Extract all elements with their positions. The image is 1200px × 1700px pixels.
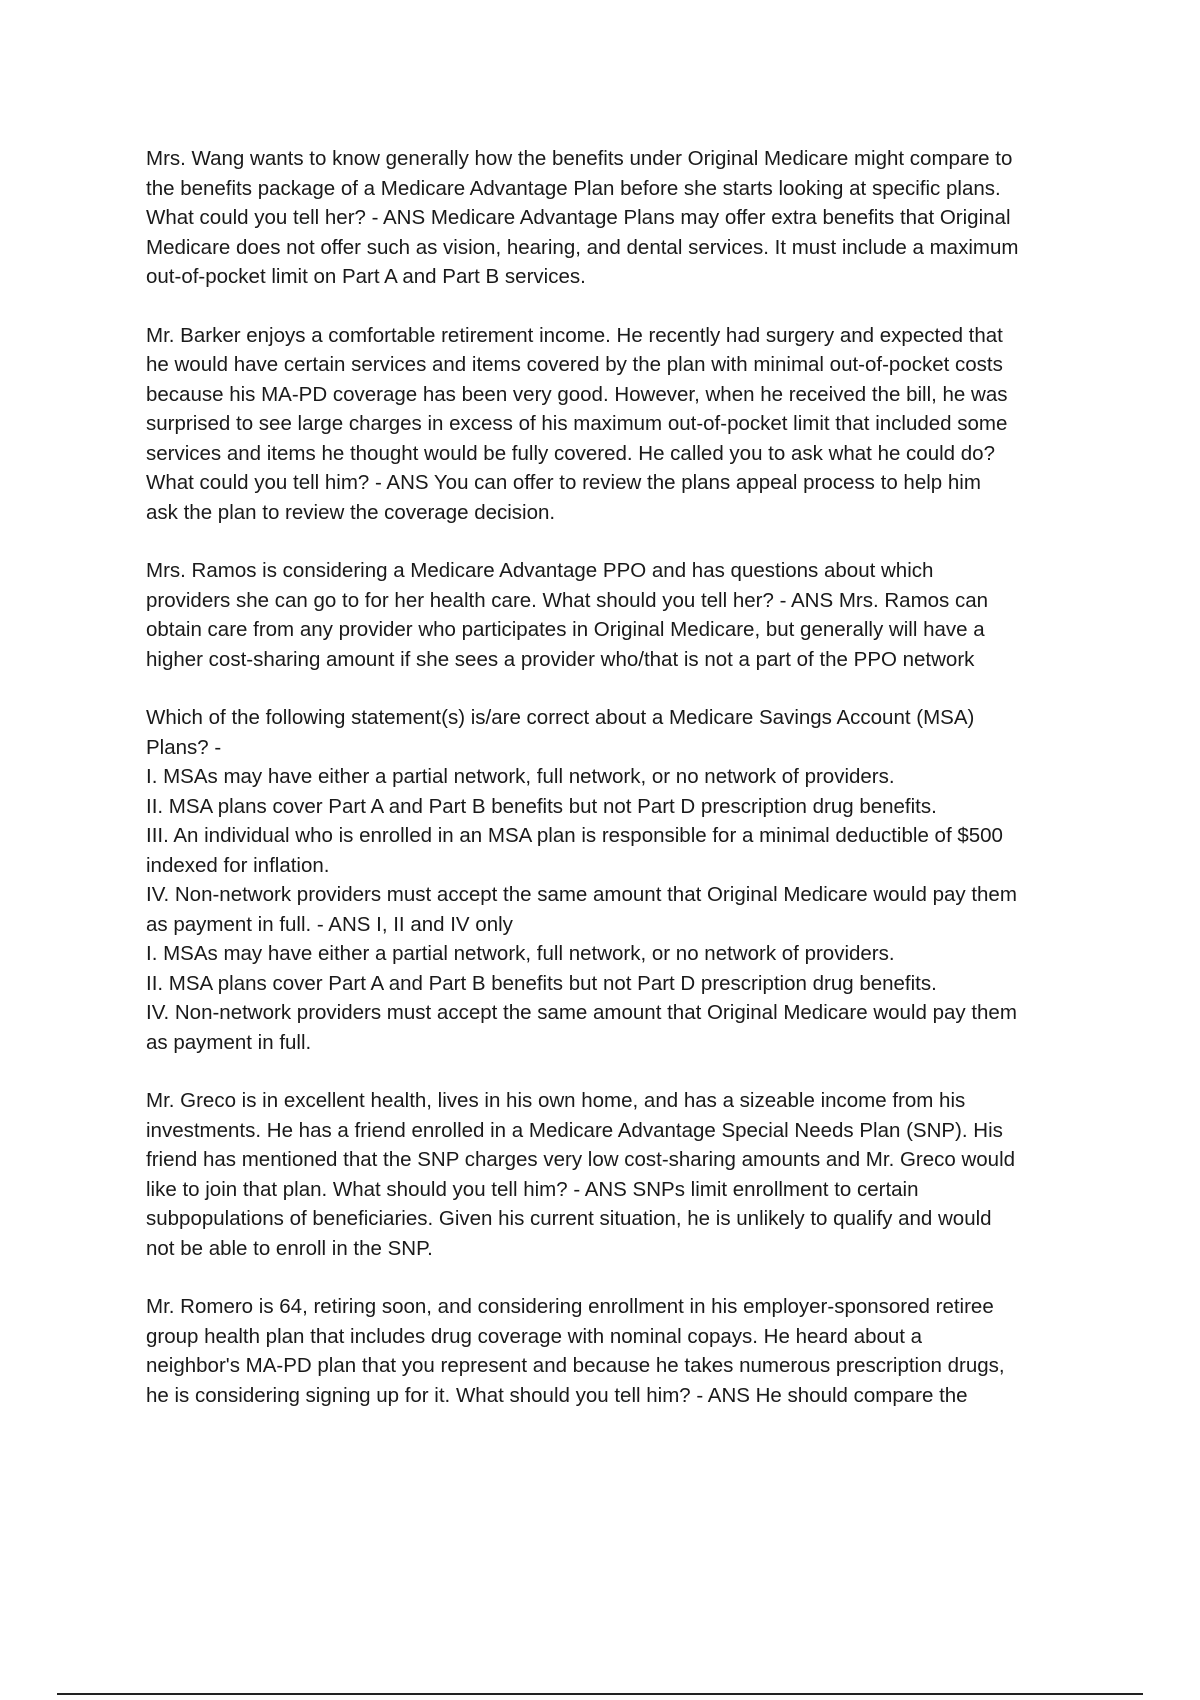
text-line: surprised to see large charges in excess of his maximum out-of-pocket limit that included some <box>146 412 1008 435</box>
text-line: because his MA-PD coverage has been very good. However, when he received the bill, he was <box>146 382 1008 406</box>
text-line: he would have certain services and items covered by the plan with minimal out-of-pocket costs <box>146 353 1003 376</box>
text-line: obtain care from any provider who participates in Original Medicare, but generally will have a <box>146 618 985 641</box>
text-line: IV. Non-network providers must accept the same amount that Original Medicare would pay them <box>146 1001 1017 1024</box>
text-line: out-of-pocket limit on Part A and Part B services. <box>146 265 586 288</box>
text-line: Medicare does not offer such as vision, hearing, and dental services. It must include a maximum <box>146 235 1019 259</box>
qa-block-ramos <box>146 556 1096 674</box>
text-line: not be able to enroll in the SNP. <box>146 1236 433 1260</box>
text-line: neighbor's MA-PD plan that you represent and because he takes numerous prescription drugs, <box>146 1354 1005 1377</box>
text-line: indexed for inflation. <box>146 853 330 877</box>
qa-block-wang <box>146 144 1096 292</box>
text-line: Mr. Barker enjoys a comfortable retirement income. He recently had surgery and expected that <box>146 323 1003 347</box>
text-line: II. MSA plans cover Part A and Part B benefits but not Part D prescription drug benefits. <box>146 971 937 995</box>
text-line: What could you tell him? - ANS You can offer to review the plans appeal process to help him <box>146 471 981 494</box>
text-line: as payment in full. - ANS I, II and IV only <box>146 912 513 936</box>
text-line: Mrs. Wang wants to know generally how the benefits under Original Medicare might compare to <box>146 147 1013 170</box>
qa-block-greco <box>146 1086 1096 1263</box>
page-bottom-divider <box>57 1693 1143 1695</box>
text-line: Mr. Romero is 64, retiring soon, and considering enrollment in his employer-sponsored retiree <box>146 1295 994 1318</box>
text-line: I. MSAs may have either a partial network, full network, or no network of providers. <box>146 942 895 965</box>
text-line: ask the plan to review the coverage decision. <box>146 500 556 524</box>
text-line: group health plan that includes drug coverage with nominal copays. He heard about a <box>146 1324 923 1348</box>
text-line: Which of the following statement(s) is/are correct about a Medicare Savings Account (MSA) <box>146 706 975 729</box>
text-line: investments. He has a friend enrolled in a Medicare Advantage Special Needs Plan (SNP). His <box>146 1118 1003 1142</box>
text-line: Mr. Greco is in excellent health, lives in his own home, and has a sizeable income from his <box>146 1089 966 1112</box>
text-line: as payment in full. <box>146 1030 312 1054</box>
text-line: Plans? - <box>146 735 222 759</box>
qa-block-msa <box>146 703 1096 1057</box>
text-line: services and items he thought would be fully covered. He called you to ask what he could do? <box>146 441 995 465</box>
text-line: like to join that plan. What should you tell him? - ANS SNPs limit enrollment to certain <box>146 1177 919 1201</box>
text-line: the benefits package of a Medicare Advantage Plan before she starts looking at specific plans. <box>146 176 1001 200</box>
text-line: friend has mentioned that the SNP charges very low cost-sharing amounts and Mr. Greco would <box>146 1148 1016 1171</box>
text-line: higher cost-sharing amount if she sees a provider who/that is not a part of the PPO network <box>146 647 975 671</box>
text-line: IV. Non-network providers must accept the same amount that Original Medicare would pay them <box>146 883 1017 906</box>
document-body <box>146 144 1096 1439</box>
text-line: he is considering signing up for it. What should you tell him? - ANS He should compare the <box>146 1383 968 1407</box>
text-line: providers she can go to for her health care. What should you tell her? - ANS Mrs. Ramos can <box>146 588 989 612</box>
qa-block-barker <box>146 321 1096 528</box>
text-line: II. MSA plans cover Part A and Part B benefits but not Part D prescription drug benefits. <box>146 794 937 818</box>
text-line: Mrs. Ramos is considering a Medicare Advantage PPO and has questions about which <box>146 559 934 582</box>
text-line: subpopulations of beneficiaries. Given his current situation, he is unlikely to qualify and would <box>146 1207 992 1230</box>
text-line: What could you tell her? - ANS Medicare Advantage Plans may offer extra benefits that Original <box>146 206 1011 229</box>
text-line: III. An individual who is enrolled in an MSA plan is responsible for a minimal deductible of $500 <box>146 824 1003 847</box>
text-line: I. MSAs may have either a partial network, full network, or no network of providers. <box>146 765 895 788</box>
qa-block-romero <box>146 1292 1096 1410</box>
